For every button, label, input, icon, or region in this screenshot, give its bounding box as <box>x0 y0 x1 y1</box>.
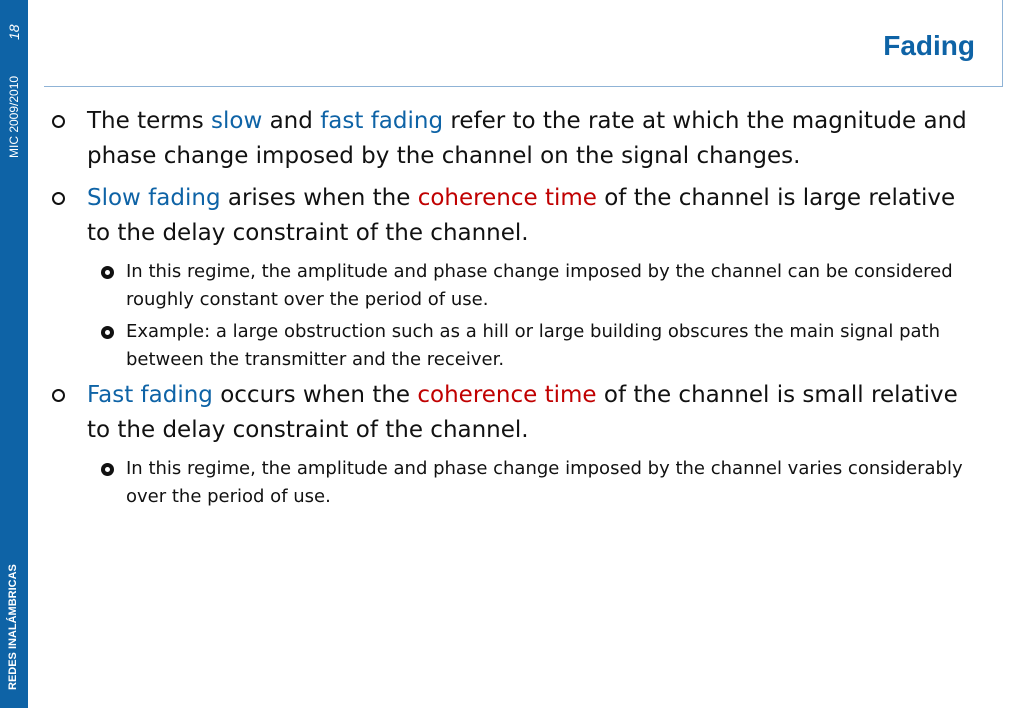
sub-bullet-item <box>52 258 982 314</box>
bullet-text: occurs when the <box>212 382 418 408</box>
header-vertical-divider <box>1002 0 1003 87</box>
circle-bullet-icon <box>52 115 65 128</box>
bullet-item <box>52 378 982 448</box>
highlighted-term: Slow fading <box>87 185 221 211</box>
sub-bullet-item <box>52 318 982 374</box>
bullet-text: arises when the <box>220 185 418 211</box>
bullet-text: of the channel is small relative to the delay constraint of the channel. <box>87 382 958 443</box>
highlighted-term: slow <box>211 108 263 134</box>
highlighted-term: coherence time <box>417 185 597 211</box>
slide-number: 18 <box>6 24 22 40</box>
slide-body <box>52 104 982 515</box>
bullet-text: In this regime, the amplitude and phase change imposed by the channel varies considerably over the period of use. <box>126 458 963 507</box>
bullet-text: and <box>262 108 321 134</box>
filled-circle-bullet-icon <box>101 463 114 476</box>
highlighted-term: Fast fading <box>87 382 213 408</box>
bullet-text: Example: a large obstruction such as a hill or large building obscures the main signal path between the transmitter and the receiver. <box>126 321 941 370</box>
course-name: REDES INALÁMBRICAS <box>7 564 19 690</box>
filled-circle-bullet-icon <box>101 326 114 339</box>
slide-title: Fading <box>883 30 975 61</box>
bullet-text: The terms <box>87 108 212 134</box>
circle-bullet-icon <box>52 389 65 402</box>
bullet-text: of the channel is large relative to the delay constraint of the channel. <box>87 185 956 246</box>
highlighted-term: fast fading <box>320 108 444 134</box>
circle-bullet-icon <box>52 192 65 205</box>
sub-bullet-item <box>52 455 982 511</box>
sidebar <box>0 0 28 708</box>
course-year: MIC 2009/2010 <box>7 75 21 158</box>
bullet-text: refer to the rate at which the magnitude and phase change imposed by the channel on the signal changes. <box>87 108 967 169</box>
bullet-item <box>52 181 982 251</box>
filled-circle-bullet-icon <box>101 266 114 279</box>
bullet-text: In this regime, the amplitude and phase change imposed by the channel can be considered roughly constant over the period of use. <box>126 261 953 310</box>
bullet-item <box>52 104 982 174</box>
highlighted-term: coherence time <box>417 382 597 408</box>
header-divider <box>44 86 1003 87</box>
